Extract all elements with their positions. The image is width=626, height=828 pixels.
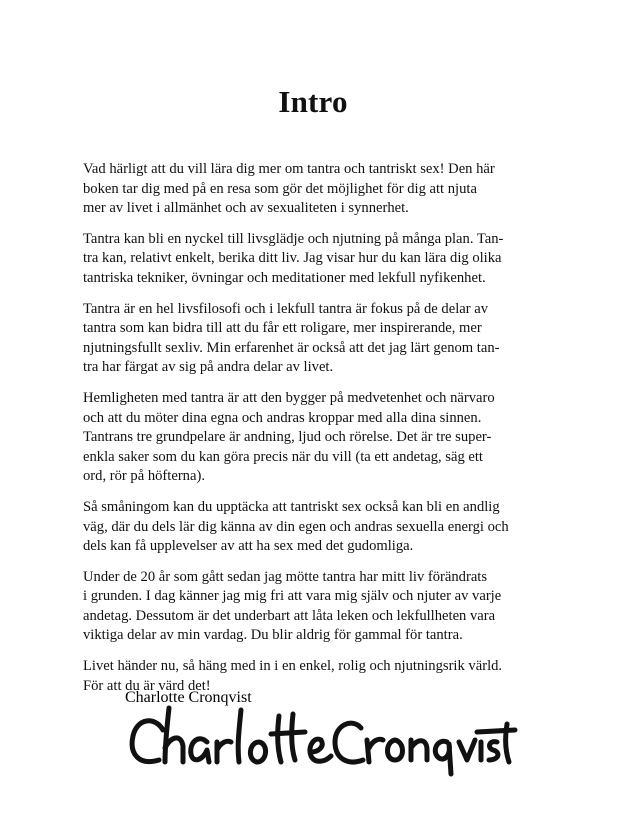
page-title: Intro — [278, 84, 348, 119]
text-line: För att du är värd det! — [83, 677, 211, 694]
text-line: ord, rör på höfterna). — [83, 468, 205, 485]
paragraph — [83, 230, 543, 289]
text-line: tra kan, relativt enkelt, berika ditt liv. Jag visar hur du kan lära dig olika — [83, 250, 502, 267]
text-line: andetag. Dessutom är det underbart att låta leken och lekfullheten vara — [83, 607, 496, 624]
paragraph — [83, 389, 543, 487]
text-line: tra har färgat av sig på andra delar av livet. — [83, 359, 334, 376]
text-line: mer av livet i allmänhet och av sexualiteten i synnerhet. — [83, 200, 409, 217]
text-line: enkla saker som du kan göra precis när du vill (ta ett andetag, säg ett — [83, 448, 483, 465]
text-line: väg, där du dels lär dig känna av din egen och andras sexuella energi och — [83, 518, 509, 535]
text-line: Tantra är en hel livsfilosofi och i lekfull tantra är fokus på de delar av — [83, 300, 489, 317]
handwritten-signature — [125, 689, 515, 776]
text-line: Hemligheten med tantra är att den bygger på medvetenhet och närvaro — [83, 389, 495, 406]
text-line: Tantrans tre grundpelare är andning, ljud och rörelse. Det är tre super- — [83, 429, 492, 446]
text-line: viktiga delar av min vardag. Du blir aldrig för gammal för tantra. — [83, 627, 463, 644]
text-line: Så småningom kan du upptäcka att tantriskt sex också kan bli en andlig — [83, 498, 500, 515]
text-line: Tantra kan bli en nyckel till livsglädje och njutning på många plan. Tan- — [83, 230, 504, 247]
text-line: boken tar dig med på en resa som gör det möjlighet för dig att njuta — [83, 180, 477, 197]
signature-text: Charlotte Cronqvist — [125, 689, 252, 706]
text-line: Under de 20 år som gått sedan jag mötte tantra har mitt liv förändrats — [83, 568, 488, 585]
text-line: Livet händer nu, så häng med in i en enkel, rolig och njutningsrik värld. — [83, 658, 503, 675]
paragraph — [83, 160, 543, 219]
text-line: Vad härligt att du vill lära dig mer om tantra och tantriskt sex! Den här — [83, 161, 495, 177]
text-line: tantra som kan bidra till att du får ett roligare, mer inspirerande, mer — [83, 320, 482, 337]
paragraph — [83, 498, 543, 557]
text-line: i grunden. I dag känner jag mig fri att vara mig själv och njuter av varje — [83, 588, 502, 605]
body-text — [83, 160, 543, 707]
text-line: njutningsfullt sexliv. Min erfarenhet är också att det jag lärt genom tan- — [83, 339, 500, 356]
paragraph — [83, 300, 543, 378]
text-line: och att du möter dina egna och andras kroppar med alla dina sinnen. — [83, 409, 482, 426]
text-line: dels kan få upplevelser av att ha sex med det gudomliga. — [83, 538, 414, 555]
paragraph — [83, 568, 543, 646]
text-line: tantriska tekniker, övningar och meditationer med lekfull nyfikenhet. — [83, 269, 486, 286]
